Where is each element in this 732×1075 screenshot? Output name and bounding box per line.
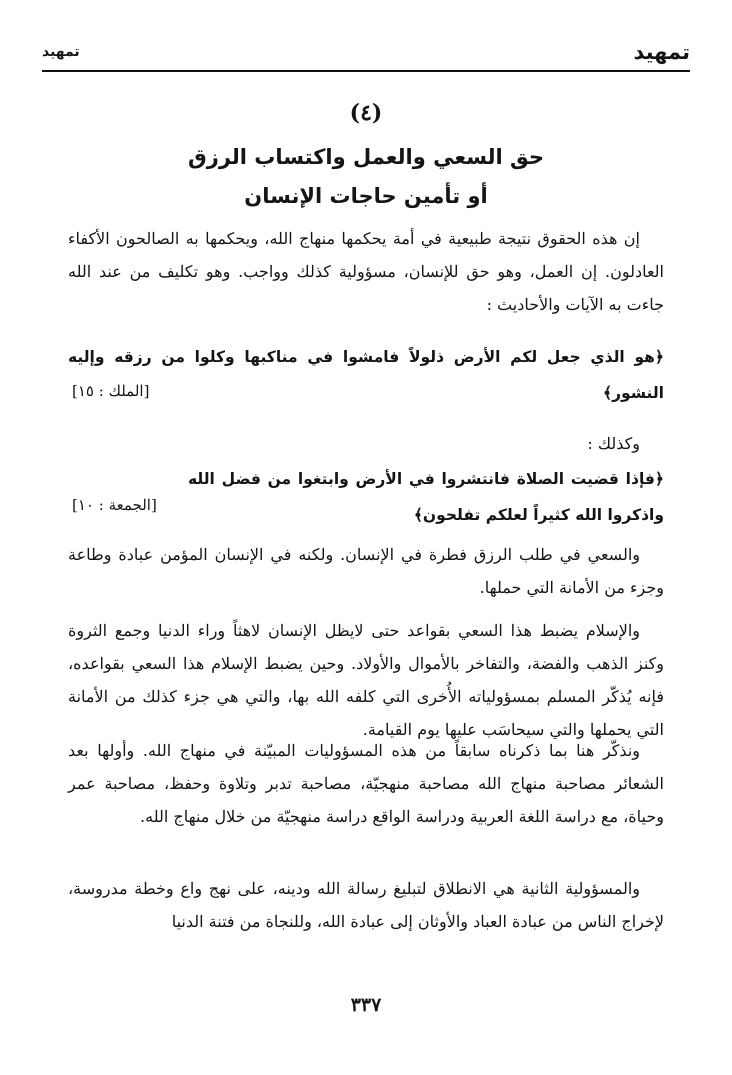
running-header bbox=[42, 36, 690, 72]
quran-verse-2: ﴿فإذا قضيت الصلاة فانتشروا في الأرض وابتغوا من فضل الله واذكروا الله كثيراً لعلكم تفلحون﴾ bbox=[188, 470, 664, 524]
section-heading: حق السعي والعمل واكتساب الرزق bbox=[187, 145, 545, 169]
paragraph-1: والسعي في طلب الرزق فطرة في الإنسان. ولكنه في الإنسان المؤمن عبادة وطاعة وجزء من الأمانة التي حملها. bbox=[68, 545, 664, 597]
running-header-title-right: تمهيد bbox=[633, 40, 690, 64]
running-header-title-left: تمهيد bbox=[42, 44, 80, 60]
section-subheading: أو تأمين حاجات الإنسان bbox=[244, 184, 488, 208]
paragraph-2: والإسلام يضبط هذا السعي بقواعد حتى لايظل الإنسان لاهثاً وراء الدنيا وجمع الثروة وكنز الذهب والفضة، والتفاخر بالأموال والأولاد. وحين يضبط الإسلام هذا السعي بقواعده، فإنه يُذكّر المسلم بمسؤولياته الأُخرى التي كلفه الله بها، والتي هي جزء كذلك من الأمانة التي يحملها والتي سيحاسَب عليها يوم القيامة. bbox=[68, 621, 664, 739]
intro-paragraph: إن هذه الحقوق نتيجة طبيعية في أمة يحكمها منهاج الله، ويحكمها به الصالحون الأكفاء العادلون. إن العمل، وهو حق للإنسان، مسؤولية كذلك وواجب. وهو تكليف من عند الله جاءت به الآيات والأحاديث : bbox=[68, 229, 665, 314]
verse-1-reference: [الملك : ١٥] bbox=[72, 382, 150, 400]
paragraph-4: والمسؤولية الثانية هي الانطلاق لتبليغ رسالة الله ودينه، على نهج واع وخطة مدروسة، لإخراج الناس من عبادة العباد والأوثان إلى عبادة الله، وللنجاة من فتنة الدنيا bbox=[68, 879, 664, 931]
quran-verse-1: ﴿هو الذي جعل لكم الأرض ذلولاً فامشوا في مناكبها وكلوا من رزقه وإليه النشور﴾ bbox=[68, 348, 664, 402]
verse-2-reference: [الجمعة : ١٠] bbox=[72, 496, 157, 514]
transition-text: وكذلك : bbox=[587, 434, 640, 453]
paragraph-3: ونذكّر هنا بما ذكرناه سابقاً من هذه المسؤوليات المبيّنة في منهاج الله. وأولها بعد الشعائر مصاحبة منهاج الله مصاحبة منهجيّة، مصاحبة تدبر وتلاوة وحفظ، مصاحبة عمر وحياة، مع دراسة اللغة العربية ودراسة الواقع دراسة منهجيّة من خلال منهاج الله. bbox=[68, 741, 664, 826]
page-number: ٣٣٧ bbox=[350, 994, 382, 1016]
section-number: (٤) bbox=[349, 100, 383, 126]
